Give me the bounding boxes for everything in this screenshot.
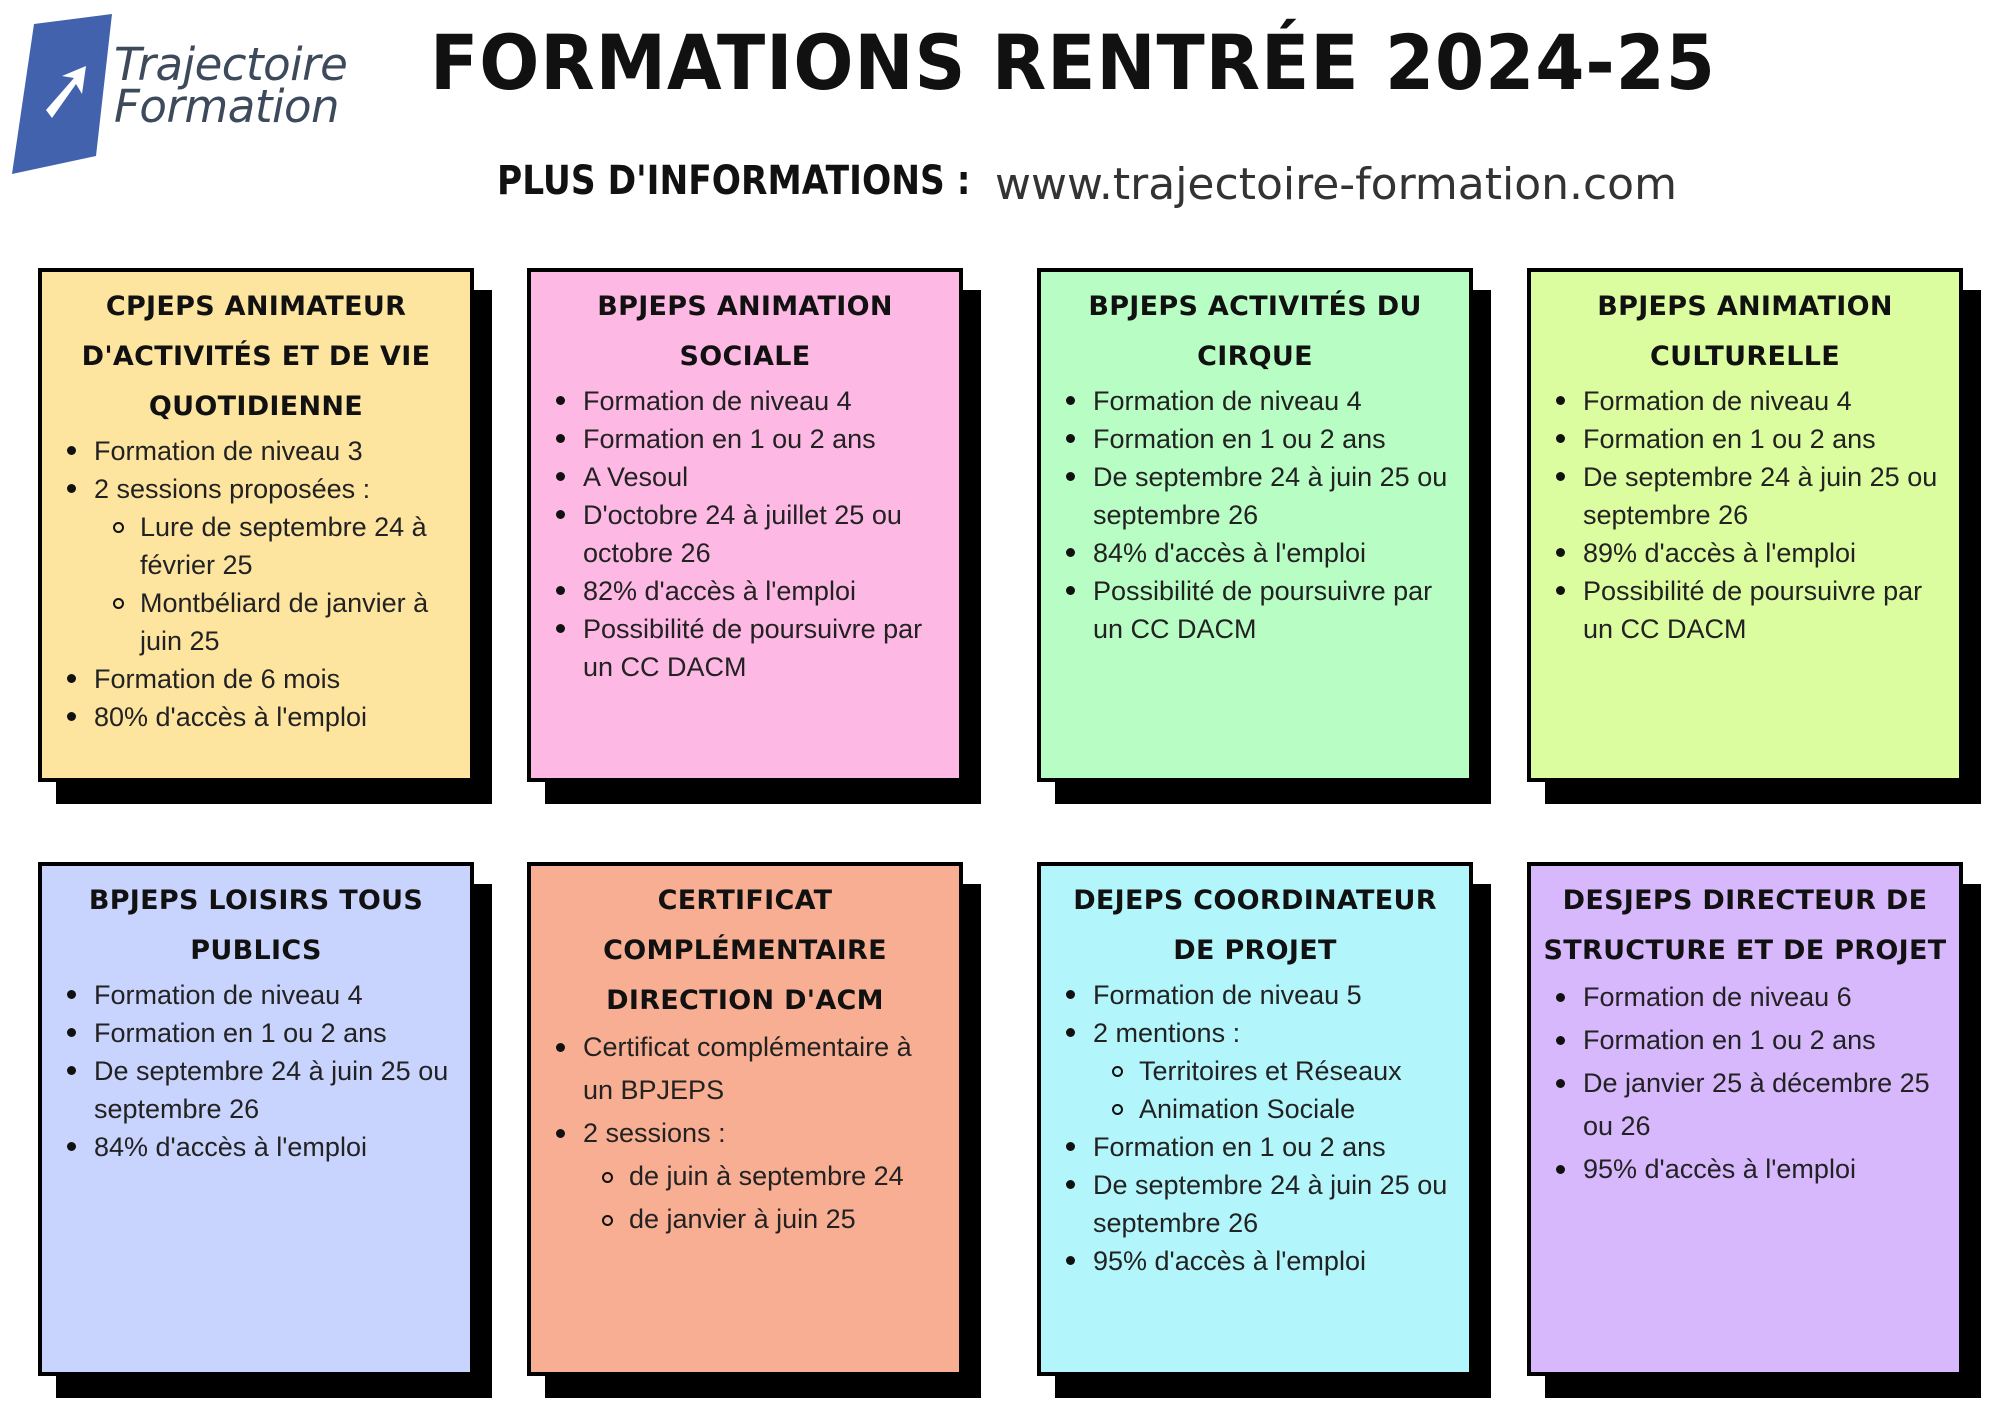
card-list xyxy=(1041,976,1469,1280)
list-item: 84% d'accès à l'emploi xyxy=(94,1128,456,1166)
list-item: Formation en 1 ou 2 ans xyxy=(94,1014,456,1052)
card-title: BPJEPS LOISIRS TOUS PUBLICS xyxy=(88,885,424,966)
card-title: BPJEPS ANIMATION SOCIALE xyxy=(597,291,893,372)
card-body xyxy=(527,268,963,782)
card-body xyxy=(1527,268,1963,782)
sub-list-item: Lure de septembre 24 à février 25 xyxy=(140,508,456,584)
card-body xyxy=(38,862,474,1376)
list-item: De septembre 24 à juin 25 ou septembre 26 xyxy=(1093,458,1455,534)
sub-list-item: de juin à septembre 24 xyxy=(629,1155,945,1198)
card-title: CERTIFICAT COMPLÉMENTAIRE DIRECTION D'ACM xyxy=(603,885,887,1016)
list-item: De janvier 25 à décembre 25 ou 26 xyxy=(1583,1062,1945,1148)
list-item: Possibilité de poursuivre par un CC DACM xyxy=(583,610,945,686)
card-title: DEJEPS COORDINATEUR DE PROJET xyxy=(1073,885,1437,966)
list-item: Formation en 1 ou 2 ans xyxy=(1583,1019,1945,1062)
list-item: De septembre 24 à juin 25 ou septembre 26 xyxy=(94,1052,456,1128)
card-list xyxy=(42,432,470,736)
list-item: De septembre 24 à juin 25 ou septembre 26 xyxy=(1583,458,1945,534)
info-label: PLUS D'INFORMATIONS : xyxy=(497,158,971,204)
card-list xyxy=(531,1026,959,1241)
list-item: Formation de niveau 4 xyxy=(1583,382,1945,420)
list-item: 80% d'accès à l'emploi xyxy=(94,698,456,736)
logo-line-2: Formation xyxy=(114,80,340,133)
page-title: FORMATIONS RENTRÉE 2024-25 xyxy=(430,18,1716,107)
website-url[interactable]: www.trajectoire-formation.com xyxy=(995,159,1677,210)
list-item: A Vesoul xyxy=(583,458,945,496)
list-item: Certificat complémentaire à un BPJEPS xyxy=(583,1026,945,1112)
list-item: Formation de niveau 4 xyxy=(94,976,456,1014)
sub-list-item: de janvier à juin 25 xyxy=(629,1198,945,1241)
list-item: Formation de niveau 4 xyxy=(583,382,945,420)
card-list xyxy=(1041,382,1469,648)
list-item: Formation de niveau 3 xyxy=(94,432,456,470)
list-item: Possibilité de poursuivre par un CC DACM xyxy=(1093,572,1455,648)
list-item: Formation en 1 ou 2 ans xyxy=(583,420,945,458)
sub-list-item: Animation Sociale xyxy=(1139,1090,1455,1128)
list-item: D'octobre 24 à juillet 25 ou octobre 26 xyxy=(583,496,945,572)
card-list xyxy=(531,382,959,686)
list-item: Formation de 6 mois xyxy=(94,660,456,698)
card-body xyxy=(1037,268,1473,782)
list-item: Formation de niveau 4 xyxy=(1093,382,1455,420)
list-item: 89% d'accès à l'emploi xyxy=(1583,534,1945,572)
card-list xyxy=(1531,976,1959,1191)
list-item: Formation de niveau 6 xyxy=(1583,976,1945,1019)
list-item: 2 mentions : xyxy=(1093,1014,1455,1052)
card-list xyxy=(42,976,470,1166)
list-item: 2 sessions proposées : xyxy=(94,470,456,508)
card-body xyxy=(1037,862,1473,1376)
list-item: 82% d'accès à l'emploi xyxy=(583,572,945,610)
card-title: BPJEPS ACTIVITÉS DU CIRQUE xyxy=(1088,291,1422,372)
card-body xyxy=(527,862,963,1376)
card-title: DESJEPS DIRECTEUR DE STRUCTURE ET DE PROJET xyxy=(1543,885,1947,966)
logo-text xyxy=(114,38,348,133)
logo-line-1: Trajectoire xyxy=(114,38,348,91)
list-item: Formation en 1 ou 2 ans xyxy=(1093,420,1455,458)
list-item: 95% d'accès à l'emploi xyxy=(1093,1242,1455,1280)
sub-list-item: Territoires et Réseaux xyxy=(1139,1052,1455,1090)
list-item: 2 sessions : xyxy=(583,1112,945,1155)
info-line xyxy=(497,158,1677,218)
list-item: Formation en 1 ou 2 ans xyxy=(1583,420,1945,458)
logo-arrow-icon xyxy=(12,14,112,174)
card-title: BPJEPS ANIMATION CULTURELLE xyxy=(1597,291,1893,372)
card-body xyxy=(38,268,474,782)
card-body xyxy=(1527,862,1963,1376)
list-item: De septembre 24 à juin 25 ou septembre 26 xyxy=(1093,1166,1455,1242)
list-item: Formation de niveau 5 xyxy=(1093,976,1455,1014)
list-item: Possibilité de poursuivre par un CC DACM xyxy=(1583,572,1945,648)
list-item: Formation en 1 ou 2 ans xyxy=(1093,1128,1455,1166)
list-item: 84% d'accès à l'emploi xyxy=(1093,534,1455,572)
logo xyxy=(12,14,348,174)
card-list xyxy=(1531,382,1959,648)
card-title: CPJEPS ANIMATEUR D'ACTIVITÉS ET DE VIE QUOTIDIENNE xyxy=(81,291,431,422)
list-item: 95% d'accès à l'emploi xyxy=(1583,1148,1945,1191)
sub-list-item: Montbéliard de janvier à juin 25 xyxy=(140,584,456,660)
